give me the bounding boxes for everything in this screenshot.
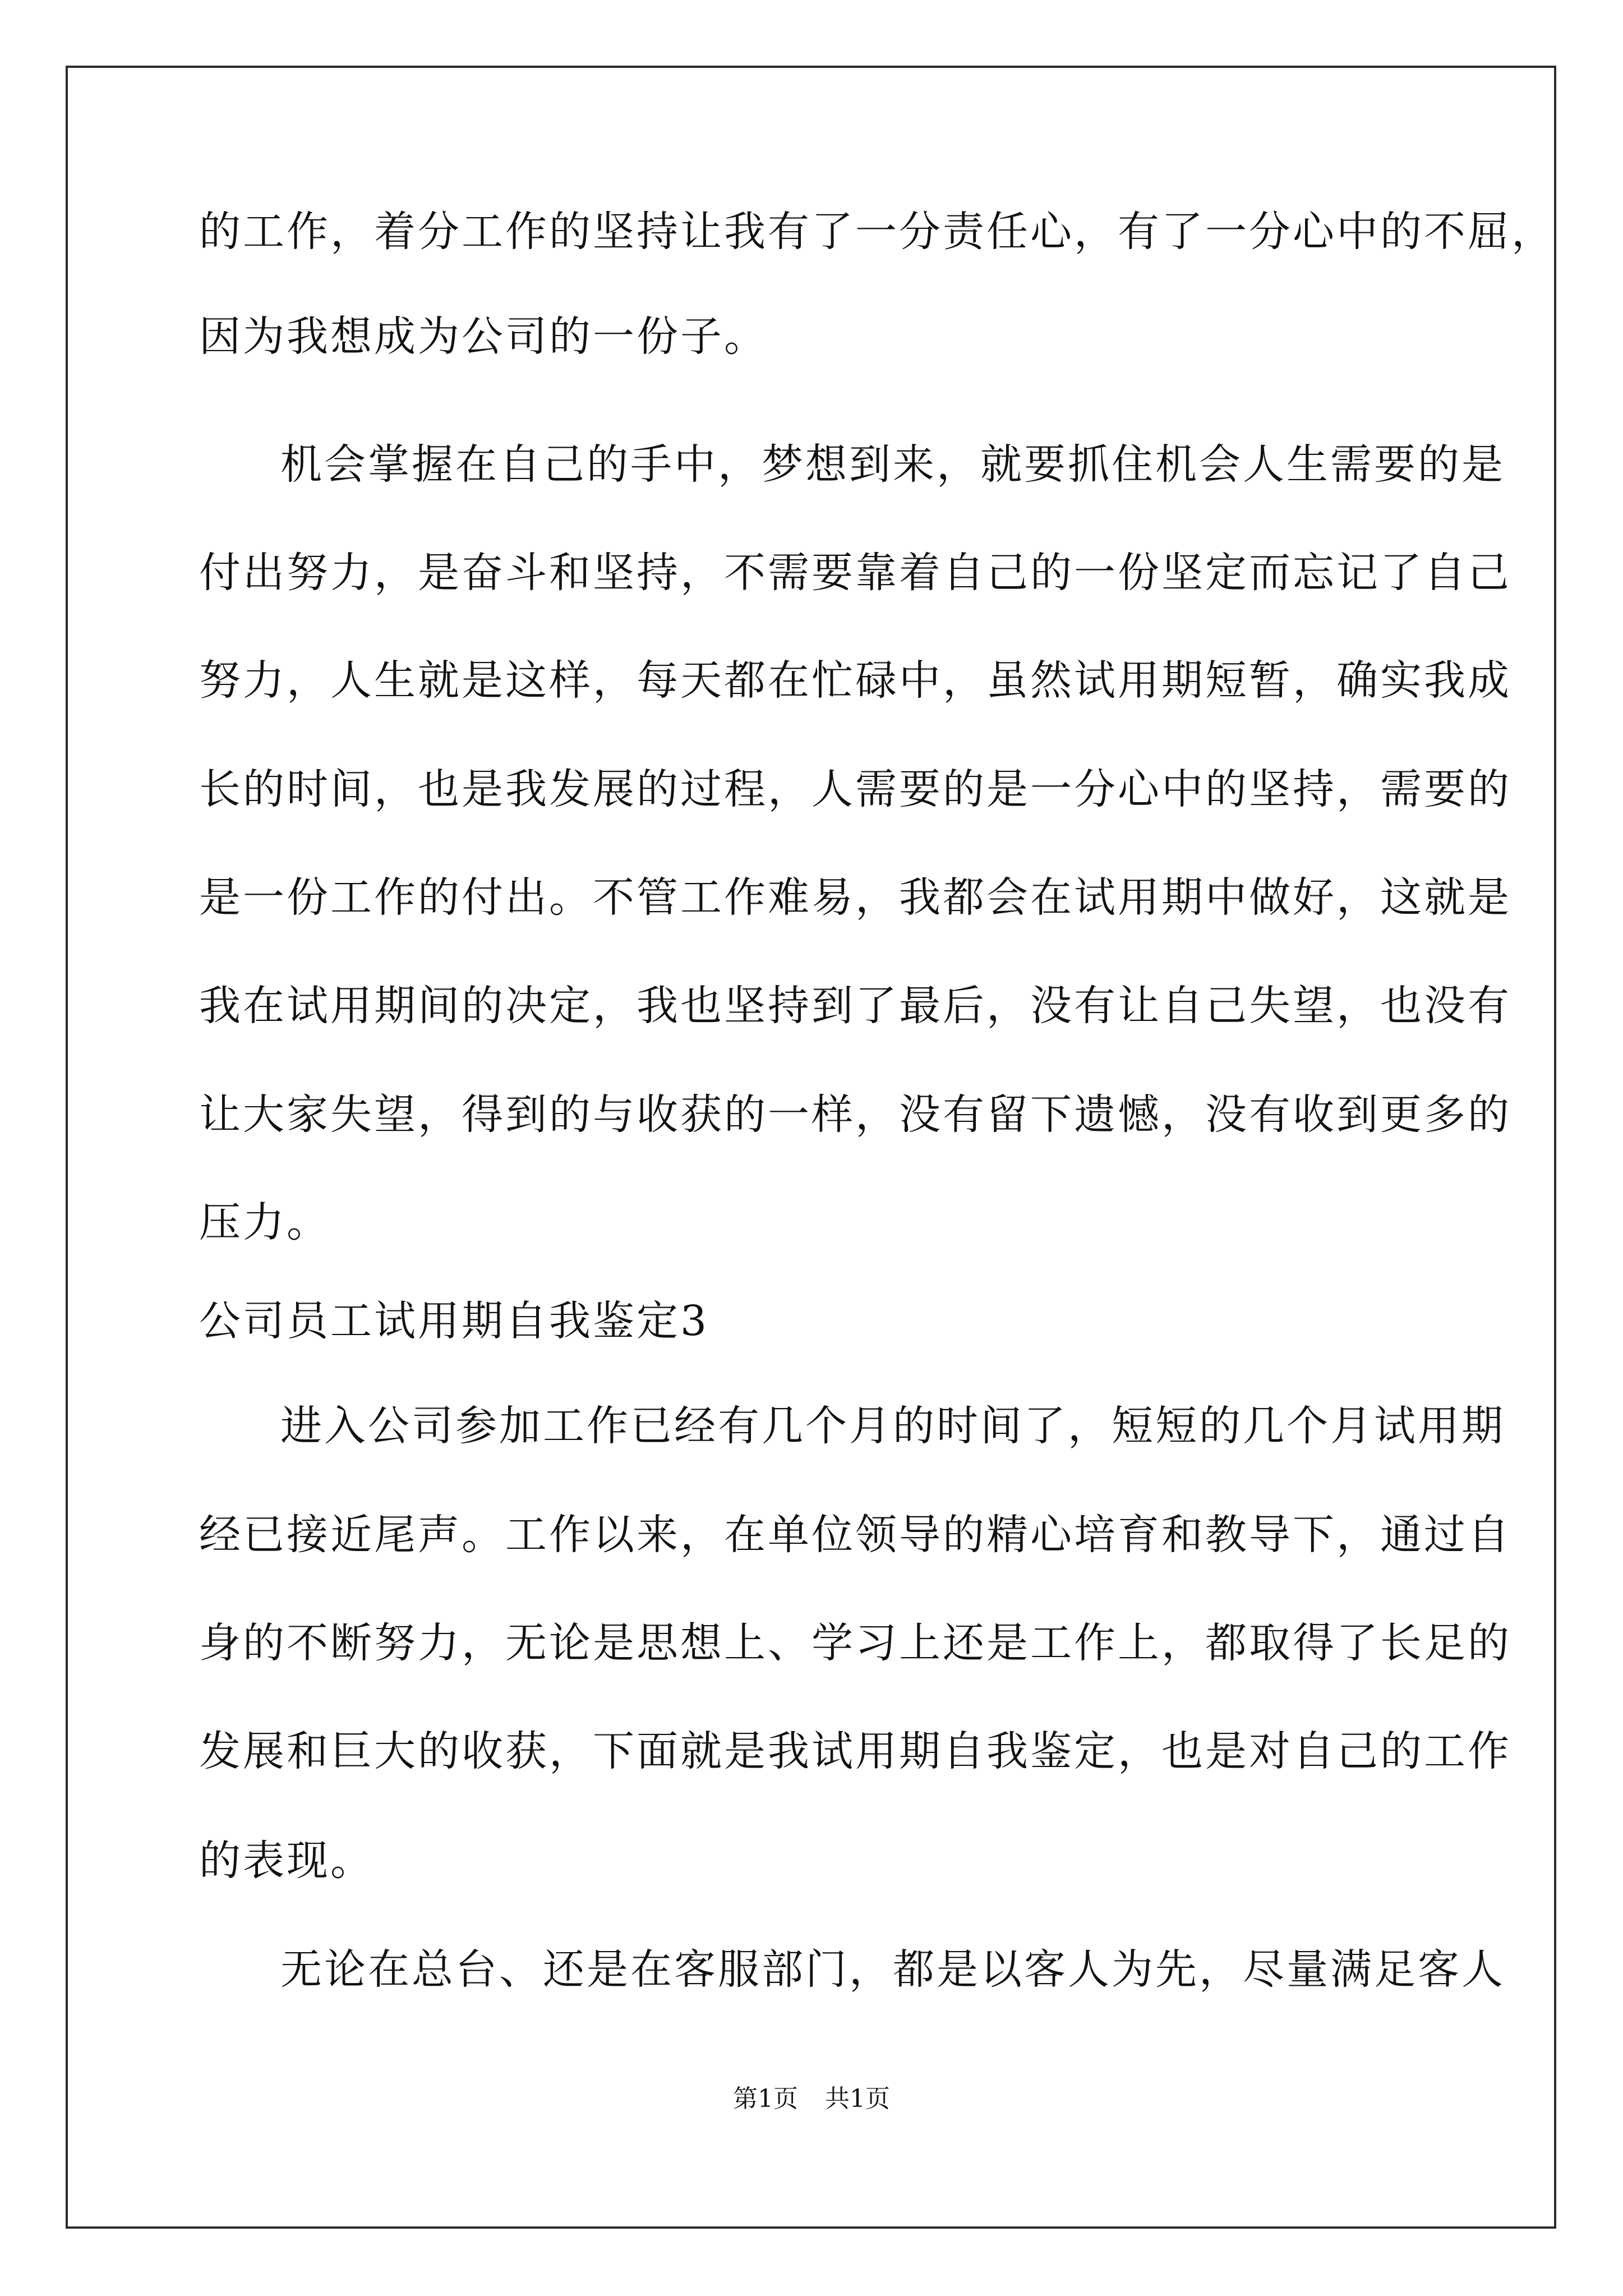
body-line: 经已接近尾声。工作以来，在单位领导的精心培育和教导下，通过自	[199, 1511, 1511, 1559]
body-line: 的表现。	[199, 1837, 374, 1885]
page-total: 共1页	[825, 2085, 890, 2113]
paragraph-first-line: 无论在总台、还是在客服部门，都是以客人为先，尽量满足客人	[280, 1945, 1505, 1994]
page-border	[66, 66, 1556, 2229]
body-line: 因为我想成为公司的一份子。	[199, 312, 768, 361]
paragraph-first-line: 进入公司参加工作已经有几个月的时间了，短短的几个月试用期	[280, 1402, 1505, 1450]
body-line: 身的不断努力，无论是思想上、学习上还是工作上，都取得了长足的	[199, 1619, 1511, 1667]
body-line: 让大家失望，得到的与收获的一样，没有留下遗憾，没有收到更多的	[199, 1091, 1511, 1139]
body-line: 压力。	[199, 1198, 330, 1246]
body-line: 我在试用期间的决定，我也坚持到了最后，没有让自己失望，也没有	[199, 982, 1511, 1030]
body-line: 是一份工作的付出。不管工作难易，我都会在试用期中做好，这就是	[199, 873, 1511, 922]
section-heading: 公司员工试用期自我鉴定3	[199, 1297, 709, 1345]
page-footer	[0, 2078, 1623, 2114]
body-line: 付出努力，是奋斗和坚持，不需要靠着自己的一份坚定而忘记了自己	[199, 549, 1511, 597]
body-line: 发展和巨大的收获，下面就是我试用期自我鉴定，也是对自己的工作	[199, 1727, 1511, 1775]
page-number: 第1页	[733, 2085, 798, 2113]
body-line: 的工作，着分工作的坚持让我有了一分责任心，有了一分心中的不屈，	[199, 208, 1555, 256]
body-line: 长的时间，也是我发展的过程，人需要的是一分心中的坚持，需要的	[199, 765, 1511, 813]
body-line: 努力，人生就是这样，每天都在忙碌中，虽然试用期短暂，确实我成	[199, 656, 1511, 705]
paragraph-first-line: 机会掌握在自己的手中，梦想到来，就要抓住机会人生需要的是	[280, 440, 1505, 489]
